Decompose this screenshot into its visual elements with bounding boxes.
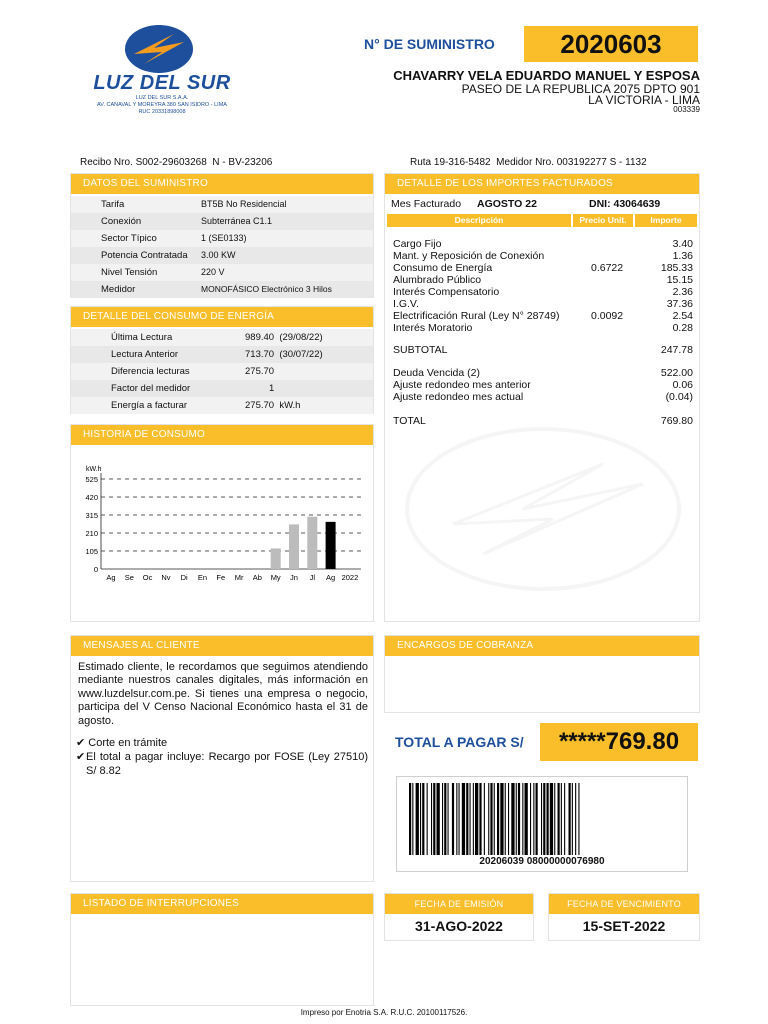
encargos-panel <box>384 635 700 713</box>
consumo-label-1: Lectura Anterior <box>111 349 179 360</box>
barcode-bar <box>530 783 531 855</box>
historia-consumo-title: HISTORIA DE CONSUMO <box>71 425 373 445</box>
barcode-bar <box>433 783 435 855</box>
importe-value: 0.28 <box>672 322 693 334</box>
barcode-bar <box>511 783 514 855</box>
consumption-bar <box>307 517 317 569</box>
watermark-logo-icon <box>403 424 683 594</box>
encargos-title: ENCARGOS DE COBRANZA <box>385 636 699 656</box>
importe-value: 37.36 <box>666 298 693 310</box>
barcode-icon <box>409 783 675 855</box>
importe-row <box>385 298 699 310</box>
importe-label: Mant. y Reposición de Conexión <box>393 250 545 262</box>
x-tick-label: Ab <box>252 573 262 582</box>
importe-label: Interés Compensatorio <box>393 286 500 298</box>
extra-label: Deuda Vencida (2) <box>393 367 480 379</box>
barcode-bar <box>452 783 454 855</box>
importe-label: Consumo de Energía <box>393 262 493 274</box>
barcode-bar <box>494 783 495 855</box>
datos-value-2: 1 (SE0133) <box>201 233 247 243</box>
barcode-bar <box>444 783 446 855</box>
extra-row <box>385 391 699 403</box>
mensajes-title: MENSAJES AL CLIENTE <box>71 636 373 656</box>
barcode-bar <box>558 783 560 855</box>
subtotal-label: SUBTOTAL <box>393 344 448 356</box>
barcode-bar <box>561 783 562 855</box>
customer-address-2: LA VICTORIA - LIMA <box>588 93 700 107</box>
barcode-bar <box>536 783 538 855</box>
barcode-bar <box>508 783 509 855</box>
datos-label-0: Tarifa <box>101 199 125 210</box>
barcode-bar <box>522 783 523 855</box>
importe-value: 3.40 <box>672 238 693 250</box>
barcode-bar <box>412 783 413 855</box>
total-row <box>385 415 699 427</box>
x-tick-label: My <box>270 573 281 582</box>
x-tick-label: En <box>197 573 208 582</box>
checkmark-icon: ✔ <box>76 737 86 749</box>
x-tick-label: Jl <box>309 573 316 582</box>
fecha-vencimiento-label: FECHA DE VENCIMIENTO <box>549 894 699 914</box>
barcode-bar <box>470 783 471 855</box>
barcode-bar <box>437 783 440 855</box>
x-tick-label: Mr <box>234 573 244 582</box>
check-item <box>76 750 368 778</box>
col-importe: Importe <box>635 214 697 227</box>
barcode-bar <box>490 783 492 855</box>
total-pagar-label: TOTAL A PAGAR S/ <box>395 734 524 750</box>
total-pagar-amount: *****769.80 <box>558 728 680 755</box>
consumo-label-4: Energía a facturar <box>111 400 188 411</box>
extra-label: Ajuste redondeo mes actual <box>393 391 524 403</box>
interrupciones-title: LISTADO DE INTERRUPCIONES <box>71 894 373 914</box>
y-axis-unit-label: kW.h <box>86 466 102 473</box>
datos-label-5: Medidor <box>101 284 136 295</box>
datos-label-3: Potencia Contratada <box>101 250 188 261</box>
subtotal-value: 247.78 <box>660 344 693 356</box>
fecha-emision-panel <box>384 893 534 941</box>
y-tick-label: 525 <box>85 475 98 484</box>
extra-value: 522.00 <box>660 367 693 379</box>
importe-label: Cargo Fijo <box>393 238 442 250</box>
mensajes-text: Estimado cliente, le recordamos que seguimos atendiendo mediante nuestros canales digitales, más información en www.luzdelsur.com.pe. Si tienes una empresa o negocio, participa del V Censo Nacional Económico hasta el 31 de agosto. <box>78 661 368 727</box>
barcode-bar <box>456 783 457 855</box>
route-meter: Ruta 19-316-5482 Medidor Nro. 003192277 S - 1132 <box>410 157 647 168</box>
barcode-bar <box>488 783 489 855</box>
mes-facturado-label: Mes Facturado <box>391 198 462 210</box>
datos-value-4: 220 V <box>201 267 225 277</box>
mes-facturado-value: AGOSTO 22 <box>477 198 537 210</box>
importe-pu: 0.0092 <box>591 310 624 322</box>
importes-column-header <box>387 214 697 227</box>
detalle-consumo-panel <box>70 306 374 414</box>
barcode-bar <box>572 783 573 855</box>
importe-row <box>385 310 699 322</box>
supply-label: N° DE SUMINISTRO <box>364 36 495 52</box>
fecha-emision-value: 31-AGO-2022 <box>415 918 503 934</box>
importe-value: 2.54 <box>672 310 693 322</box>
customer-code: 003339 <box>673 105 700 114</box>
fecha-vencimiento-value: 15-SET-2022 <box>582 918 666 934</box>
barcode-bar <box>541 783 542 855</box>
x-tick-label: Ag <box>106 573 116 582</box>
datos-suministro-title: DATOS DEL SUMINISTRO <box>71 174 373 194</box>
barcode-bar <box>518 783 520 855</box>
subtotal-row <box>385 344 699 356</box>
consumo-value-3: 1 <box>269 383 275 394</box>
barcode-bar <box>427 783 428 855</box>
historia-consumo-panel <box>70 424 374 622</box>
barcode-bar <box>500 783 503 855</box>
barcode-bar <box>550 783 553 855</box>
importe-label: Alumbrado Público <box>393 274 482 286</box>
x-tick-label: Fe <box>216 573 226 582</box>
company-name: LUZ DEL SUR S.A.A. <box>135 95 189 101</box>
interrupciones-panel <box>70 893 374 1006</box>
x-tick-label: Nv <box>161 573 171 582</box>
datos-suministro-panel <box>70 173 374 298</box>
y-tick-label: 210 <box>85 529 98 538</box>
fecha-emision-label: FECHA DE EMISIÓN <box>385 894 533 914</box>
importe-value: 185.33 <box>660 262 693 274</box>
consumption-bar <box>289 524 299 569</box>
checkmark-icon: ✔ <box>76 751 86 763</box>
barcode-bar <box>431 783 432 855</box>
importe-label: Interés Moratorio <box>393 322 473 334</box>
barcode-bar <box>564 783 565 855</box>
consumption-bar <box>271 548 281 569</box>
barcode-bar <box>479 783 481 855</box>
x-tick-label: Di <box>180 573 188 582</box>
barcode-frame <box>396 776 688 872</box>
importe-row <box>385 274 699 286</box>
barcode-bar <box>442 783 443 855</box>
dni-value: DNI: 43064639 <box>589 198 661 210</box>
barcode-bar <box>505 783 506 855</box>
consumo-label-3: Factor del medidor <box>111 383 191 394</box>
year-label: 2022 <box>341 573 359 582</box>
total-pagar-box <box>540 723 698 761</box>
barcode-bar <box>525 783 528 855</box>
datos-label-2: Sector Típico <box>101 233 157 244</box>
barcode-bar <box>533 783 534 855</box>
x-tick-label: Jn <box>290 573 298 582</box>
consumo-label-0: Última Lectura <box>111 332 173 343</box>
barcode-bar <box>473 783 474 855</box>
check-item <box>76 736 368 749</box>
x-tick-label: Se <box>124 573 134 582</box>
extra-value: 0.06 <box>672 379 693 391</box>
y-tick-label: 105 <box>85 547 98 556</box>
barcode-bar <box>569 783 571 855</box>
company-address: AV. CANAVAL Y MOREYRA 380 SAN ISIDRO - LIMA <box>97 102 227 108</box>
importe-label: I.G.V. <box>393 298 419 310</box>
importes-panel <box>384 173 700 622</box>
consumption-chart <box>71 449 373 619</box>
barcode-bar <box>547 783 549 855</box>
consumo-value-4: 275.70 kW.h <box>245 400 301 411</box>
y-tick-label: 420 <box>85 493 98 502</box>
x-tick-label: Ag <box>326 573 336 582</box>
importes-title: DETALLE DE LOS IMPORTES FACTURADOS <box>385 174 699 194</box>
importe-row <box>385 250 699 262</box>
extra-row <box>385 379 699 391</box>
mensajes-panel <box>70 635 374 882</box>
total-value: 769.80 <box>660 415 693 427</box>
importe-value: 1.36 <box>672 250 693 262</box>
datos-label-4: Nivel Tensión <box>101 267 158 278</box>
consumption-bar <box>326 522 336 569</box>
extra-row <box>385 367 699 379</box>
check-text-2: El total a pagar incluye: Recargo por FOSE (Ley 27510) S/ 8.82 <box>86 751 368 777</box>
datos-value-5: MONOFÁSICO Electrónico 3 Hilos <box>201 284 332 294</box>
col-descripcion: Descripción <box>387 214 571 227</box>
importe-row <box>385 262 699 274</box>
barcode-bar <box>484 783 485 855</box>
barcode-bar <box>416 783 419 855</box>
receipt-number: Recibo Nro. S002-29603268 N - BV-23206 <box>80 157 273 168</box>
datos-value-3: 3.00 KW <box>201 250 236 260</box>
barcode-bar <box>422 783 424 855</box>
luz-del-sur-logo-icon <box>124 24 194 74</box>
x-tick-label: Oc <box>142 573 153 582</box>
barcode-bar <box>497 783 499 855</box>
importe-pu: 0.6722 <box>591 262 624 274</box>
barcode-bar <box>543 783 545 855</box>
barcode-bar <box>409 783 411 855</box>
importe-row <box>385 286 699 298</box>
y-tick-label: 0 <box>93 565 98 574</box>
company-logo <box>72 22 252 114</box>
barcode-bar <box>459 783 460 855</box>
consumo-label-2: Diferencia lecturas <box>111 366 190 377</box>
supply-number: 2020603 <box>560 29 662 59</box>
consumo-value-2: 275.70 <box>245 366 275 377</box>
fecha-vencimiento-panel <box>548 893 700 941</box>
customer-name: CHAVARRY VELA EDUARDO MANUEL Y ESPOSA <box>393 68 700 83</box>
y-tick-label: 315 <box>85 511 98 520</box>
importe-value: 15.15 <box>666 274 693 286</box>
logo-text: LUZ DEL SUR <box>93 72 231 94</box>
col-precio-unit: Precio Unit. <box>573 214 633 227</box>
barcode-bar <box>554 783 555 855</box>
supply-number-box <box>524 26 698 62</box>
importe-row <box>385 322 699 334</box>
barcode-bar <box>466 783 468 855</box>
barcode-bar <box>516 783 517 855</box>
barcode-bar <box>462 783 465 855</box>
datos-label-1: Conexión <box>101 216 142 227</box>
company-ruc: RUC 20331898008 <box>138 109 186 115</box>
datos-value-0: BT5B No Residencial <box>201 199 287 209</box>
total-label: TOTAL <box>393 415 426 427</box>
consumo-value-1: 713.70 (30/07/22) <box>245 349 323 360</box>
check-text-1: Corte en trámite <box>88 737 168 749</box>
importe-row <box>385 238 699 250</box>
barcode-bar <box>575 783 576 855</box>
barcode-number: 20206039 08000000076980 <box>479 856 605 867</box>
extra-label: Ajuste redondeo mes anterior <box>393 379 531 391</box>
detalle-consumo-title: DETALLE DEL CONSUMO DE ENERGÍA <box>71 307 373 327</box>
importe-value: 2.36 <box>672 286 693 298</box>
customer-address-1: PASEO DE LA REPUBLICA 2075 DPTO 901 <box>461 82 700 96</box>
barcode-bar <box>448 783 449 855</box>
barcode-bar <box>475 783 478 855</box>
consumo-value-0: 989.40 (29/08/22) <box>245 332 323 343</box>
datos-value-1: Subterránea C1.1 <box>201 216 273 226</box>
barcode-bar <box>578 783 579 855</box>
footer-text: Impreso por Enotria S.A. R.U.C. 20100117526. <box>300 1008 468 1017</box>
barcode-bar <box>420 783 421 855</box>
importe-label: Electrificación Rural (Ley N° 28749) <box>393 310 560 322</box>
extra-value: (0.04) <box>665 391 693 403</box>
